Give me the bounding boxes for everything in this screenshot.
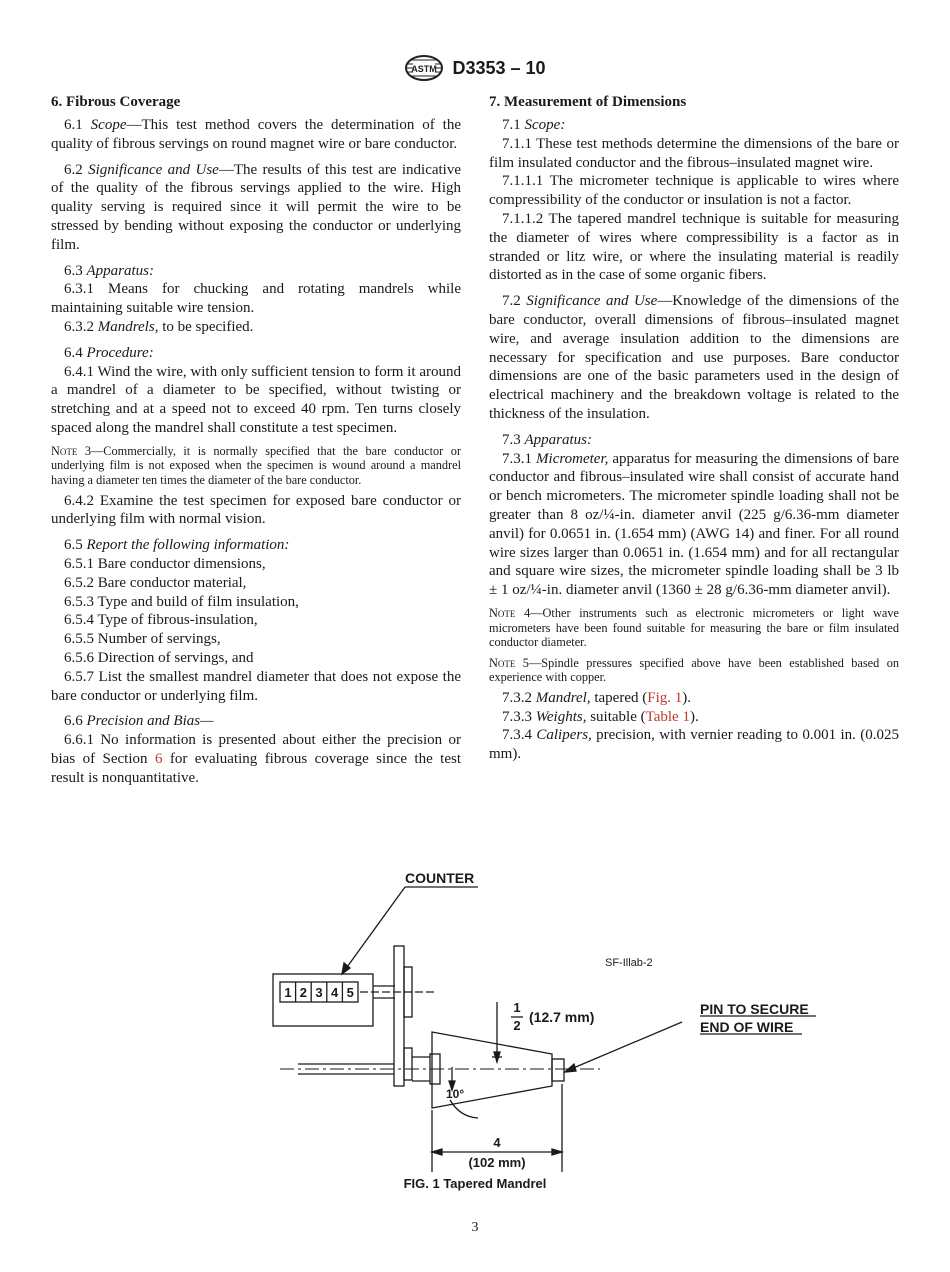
para-6-4-2: 6.4.2 Examine the test specimen for exposed bare conductor or underlying film with normal vision. xyxy=(51,492,461,528)
para-6-3-1: 6.3.1 Means for chucking and rotating mandrels while maintaining suitable wire tension. xyxy=(51,281,461,317)
para-heading: Micrometer, xyxy=(536,450,609,467)
list-item: 6.5.1 Bare conductor dimensions, xyxy=(64,555,266,572)
para-6-6-1 xyxy=(51,731,461,787)
page-header xyxy=(0,54,950,84)
half-denominator: 2 xyxy=(513,1018,521,1033)
para-text: —This test method covers the determination of the quality of fibrous servings on round magnet wire or bare conductor. xyxy=(51,117,462,152)
para-7-3-3 xyxy=(489,708,899,727)
para-number: 6.1 xyxy=(64,117,83,133)
note-3 xyxy=(51,444,461,488)
counter-digit: 1 xyxy=(284,985,292,1000)
para-6-4-1: 6.4.1 Wind the wire, with only sufficient tension to form it around a mandrel of a diameter to be specified, without twisting or stretching and at a speed not to exceed 40 rpm. Ten turns closely spaced along the mandrel shall constitute a test specimen. xyxy=(51,363,461,436)
para-number: 7.3 xyxy=(502,431,521,448)
counter-digit: 4 xyxy=(330,985,339,1000)
pin-label-line2: END OF WIRE xyxy=(700,1019,794,1035)
section-6-link[interactable]: 6 xyxy=(154,750,163,767)
para-7-3-1 xyxy=(489,450,899,600)
para-number: 7.3.1 xyxy=(502,450,532,467)
para-6-3-2 xyxy=(51,318,461,337)
half-inch-mm-label: (12.7 mm) xyxy=(529,1009,595,1025)
para-7-1-1: 7.1.1 These test methods determine the dimensions of the bare or film insulated conductor and the fibrous–insulated magnet wire. xyxy=(489,135,899,171)
astm-logo-icon xyxy=(404,54,444,82)
para-6-3 xyxy=(51,262,461,281)
para-heading: Apparatus: xyxy=(86,262,154,279)
para-heading: Weights, xyxy=(535,708,587,725)
para-text: for evaluating fibrous coverage since the test result is nonquantitative. xyxy=(51,750,461,786)
list-item: 6.5.7 List the smallest mandrel diameter that does not expose the bare conductor or underlying film. xyxy=(51,668,461,704)
para-text: —Knowledge of the dimensions of the bare conductor, overall dimensions of fibrous–insulated magnet wire, and average insulation addition to the dimensions are necessary for specification and use purposes. Bare conductor dimensions are one of the basic parameters used in the design of electrical machinery and the breakdown voltage is related to the thickness of the insulation. xyxy=(489,293,900,422)
para-number: 6.5 xyxy=(64,537,83,554)
note-text: 5—Spindle pressures specified above have been established based on experience with copper. xyxy=(489,655,899,685)
para-heading: Significance and Use xyxy=(526,293,658,310)
list-item: 6.5.6 Direction of servings, and xyxy=(64,649,254,666)
list-item: 6.5.4 Type of fibrous-insulation, xyxy=(64,612,258,629)
para-text: —The results of this test are indicative of the quality of the fibrous servings applied to the wire. High quality serving is required since it will permit the wire to be stressed by bending without exposing the conductor or underlying film. xyxy=(51,161,461,253)
para-number: 7.3.4 xyxy=(502,727,532,744)
counter-digit: 3 xyxy=(315,985,323,1000)
para-7-3-4 xyxy=(489,726,899,764)
astm-logo-text: ASTM xyxy=(411,64,438,74)
para-text: apparatus for measuring the dimensions of bare conductor and fibrous–insulated wire shall consist of accurate hand or bench micrometers. The micrometer spindle loading shall not be greater than 8 oz/¼-in. diameter anvil (225 g/6.36-mm diameter anvil) for 0.0651 in. (1.654 mm) (AWG 14) and finer. For all round wire sizes larger than 0.0651 in. (1.654 mm) and for all rectangular and square wire sizes, the micrometer spindle loading shall be 3 lb ± 1 oz/¼-in. diameter anvil (1360 ± 28 g/6.36-mm diameter anvil). xyxy=(489,450,899,599)
chuck-flange-lower xyxy=(404,1048,412,1080)
length-label: 4 xyxy=(493,1135,501,1150)
para-number: 6.4 xyxy=(64,344,83,361)
length-mm-label: (102 mm) xyxy=(468,1155,526,1170)
para-heading: Calipers, xyxy=(536,727,592,744)
note-5 xyxy=(489,656,899,685)
counter-digit: 5 xyxy=(346,985,354,1000)
chuck-plate xyxy=(394,946,404,1086)
para-heading: Significance and Use xyxy=(88,161,219,178)
left-column xyxy=(51,92,461,787)
para-number: 7.2 xyxy=(502,293,521,310)
para-number: 6.3.2 xyxy=(64,318,94,335)
para-number: 6.2 xyxy=(64,161,83,178)
para-heading: Scope xyxy=(90,117,127,133)
para-7-1-1-1: 7.1.1.1 The micrometer technique is applicable to wires where compressibility of the conductor or insulation is not a factor. xyxy=(489,173,899,209)
para-heading: Report the following information: xyxy=(86,537,290,554)
document-designation: D3353 – 10 xyxy=(452,57,546,78)
para-text: suitable ( xyxy=(586,708,646,725)
figure-caption: FIG. 1 Tapered Mandrel xyxy=(403,1176,547,1191)
para-6-2 xyxy=(51,161,461,255)
note-label: Note xyxy=(489,605,516,620)
drawing-id: SF-Illab-2 xyxy=(605,957,653,969)
mandrel-tip xyxy=(552,1059,564,1081)
fig-1-link[interactable]: Fig. 1 xyxy=(647,689,683,706)
para-text: precision, with vernier reading to 0.001 in. (0.025 mm). xyxy=(489,727,900,763)
section-6-title: 6. Fibrous Coverage xyxy=(51,94,181,110)
para-6-6 xyxy=(51,712,461,731)
para-6-5 xyxy=(51,536,461,555)
para-6-1 xyxy=(51,116,461,154)
para-number: 6.6 xyxy=(64,713,83,730)
right-column xyxy=(489,92,899,764)
para-text: to be specified. xyxy=(158,318,254,335)
para-7-3-2 xyxy=(489,689,899,708)
para-heading: Precision and Bias— xyxy=(86,713,214,730)
pin-label-line1: PIN TO SECURE xyxy=(700,1001,809,1017)
para-7-1 xyxy=(489,116,899,135)
para-7-3 xyxy=(489,431,899,450)
para-heading: Mandrel, xyxy=(535,689,591,706)
list-item: 6.5.5 Number of servings, xyxy=(64,631,221,648)
para-number: 7.1 xyxy=(502,117,521,133)
pin-leader-line xyxy=(571,1022,682,1069)
para-number: 7.3.2 xyxy=(502,689,532,706)
note-label: Note xyxy=(51,443,78,458)
section-7-title: 7. Measurement of Dimensions xyxy=(489,94,687,110)
pin-arrowhead xyxy=(565,1064,576,1072)
note-text: 3—Commercially, it is normally specified that the bare conductor or underlying film is not exposed when the specimen is wound around a mandrel having a diameter ten times the diameter of the bare conductor. xyxy=(51,443,461,487)
para-heading: Mandrels, xyxy=(97,318,159,335)
note-text: 4—Other instruments such as electronic micrometers or light wave micrometers have been found suitable for measuring the bare or film insulated conductor diameter. xyxy=(489,605,899,650)
angle-label: 10° xyxy=(446,1087,465,1101)
list-item: 6.5.3 Type and build of film insulation, xyxy=(64,593,299,610)
para-7-2 xyxy=(489,292,899,424)
para-text: ). xyxy=(689,708,699,725)
list-item: 6.5.2 Bare conductor material, xyxy=(64,574,247,591)
para-text: tapered ( xyxy=(590,689,648,706)
note-4 xyxy=(489,606,899,650)
para-number: 7.3.3 xyxy=(502,708,532,725)
para-6-4 xyxy=(51,344,461,363)
note-label: Note xyxy=(489,655,516,670)
half-numerator: 1 xyxy=(513,1000,521,1015)
tapered-mandrel-figure xyxy=(260,862,870,1187)
table-1-link[interactable]: Table 1 xyxy=(645,708,690,725)
para-text: 6.6.1 No information is presented about either the precision or bias of Section xyxy=(51,732,461,767)
para-heading: Procedure: xyxy=(86,344,154,361)
para-number: 6.3 xyxy=(64,262,83,279)
counter-digit: 2 xyxy=(299,985,308,1000)
para-heading: Scope: xyxy=(524,117,566,133)
counter-leader-line xyxy=(342,887,405,974)
para-7-1-1-2: 7.1.1.2 The tapered mandrel technique is suitable for measuring the diameter of wires where compressibility is a factor as in stranded or litz wire, or where the insulating material is readily distorted as in the case of some organic fibers. xyxy=(489,210,899,284)
para-heading: Apparatus: xyxy=(524,431,592,448)
counter-label: COUNTER xyxy=(405,870,475,886)
para-text: ). xyxy=(682,689,692,706)
page-number: 3 xyxy=(471,1220,479,1235)
